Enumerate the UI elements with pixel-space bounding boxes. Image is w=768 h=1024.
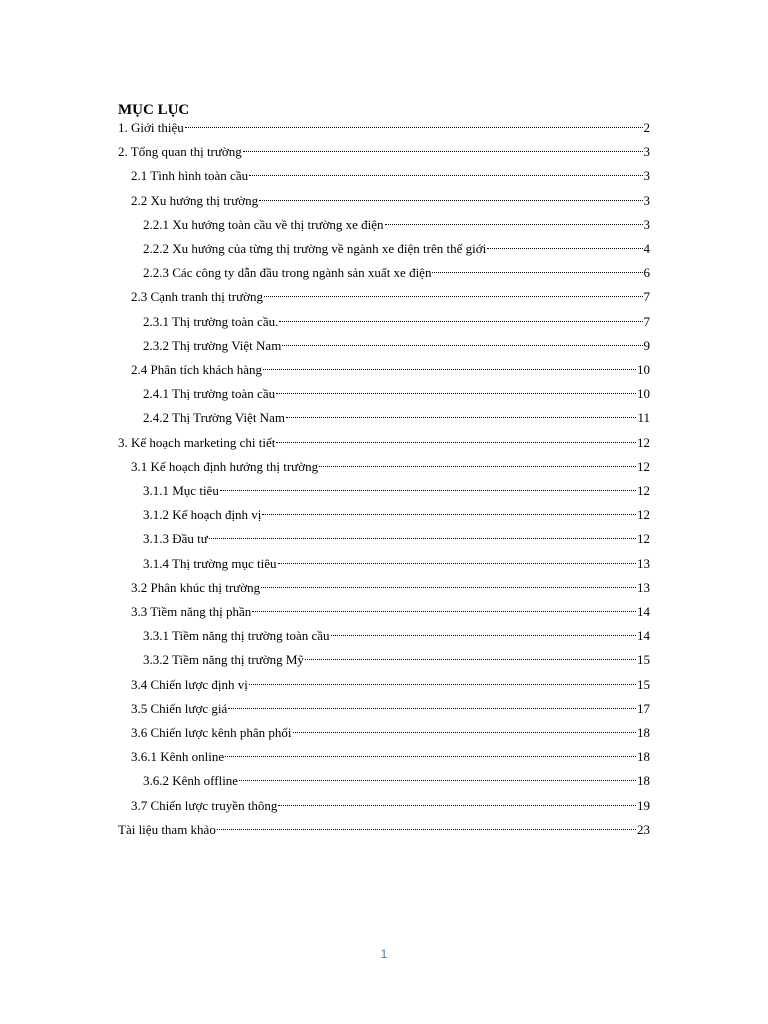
- toc-entry[interactable]: [131, 191, 650, 211]
- toc-entry-label: 2.2.2 Xu hướng của từng thị trường về ngành xe điện trên thế giới: [143, 241, 487, 256]
- toc-entry-page: 11: [637, 410, 650, 426]
- toc-entry-page: 19: [637, 797, 650, 813]
- toc-entry-page: 14: [637, 628, 650, 644]
- toc-entry-label: 2.3 Cạnh tranh thị trường: [131, 289, 263, 305]
- dot-leader: [282, 345, 642, 346]
- toc-entry-page: 13: [637, 579, 650, 595]
- toc-entry-label: 3.1.3 Đầu tư: [143, 531, 208, 547]
- dot-leader: [259, 200, 642, 201]
- dot-leader: [225, 756, 636, 757]
- dot-leader: [264, 296, 643, 297]
- toc-entry-page: 14: [637, 604, 650, 619]
- dot-leader: [262, 514, 636, 515]
- dot-leader: [286, 417, 637, 418]
- toc-entry[interactable]: [118, 118, 650, 138]
- dot-leader: [276, 393, 636, 394]
- toc-entry-page: 6: [643, 265, 650, 281]
- toc-entry-label: 2. Tổng quan thị trường: [118, 144, 242, 160]
- toc-entry[interactable]: [131, 166, 650, 186]
- toc-entry[interactable]: [143, 336, 650, 356]
- dot-leader: [252, 611, 636, 612]
- dot-leader: [278, 563, 636, 564]
- toc-entry-page: 4: [643, 241, 650, 256]
- toc-entry-label: 2.4.2 Thị Trường Việt Nam: [143, 410, 285, 426]
- dot-leader: [279, 321, 642, 322]
- toc-entry-page: 3: [643, 192, 650, 208]
- toc-entry-label: 2.2.1 Xu hướng toàn cầu về thị trường xe điện: [143, 216, 384, 232]
- dot-leader: [228, 708, 636, 709]
- toc-entry-label: 1. Giới thiệu: [118, 120, 184, 135]
- toc-entry-label: 2.4.1 Thị trường toàn cầu: [143, 386, 276, 402]
- toc-entry[interactable]: [143, 263, 650, 283]
- toc-entry-label: 3.2 Phân khúc thị trường: [131, 579, 261, 595]
- toc-entry[interactable]: [143, 505, 650, 525]
- toc-entry-label: 3.1.2 Kế hoạch định vị: [143, 507, 262, 523]
- dot-leader: [261, 587, 636, 588]
- toc-entry[interactable]: [143, 215, 650, 235]
- toc-entry[interactable]: [143, 239, 650, 259]
- toc-entry-page: 15: [637, 676, 650, 692]
- toc-entry-page: 12: [637, 458, 650, 474]
- toc-entry-label: 3.1 Kế hoạch định hướng thị trường: [131, 458, 319, 474]
- dot-leader: [263, 369, 636, 370]
- toc-entry[interactable]: [143, 626, 650, 646]
- toc-entry[interactable]: [131, 796, 650, 816]
- toc-entry-page: 23: [637, 821, 650, 837]
- toc-entry[interactable]: [131, 287, 650, 307]
- toc-entry[interactable]: [131, 457, 650, 477]
- dot-leader: [239, 780, 636, 781]
- dot-leader: [276, 442, 636, 443]
- toc-entry-label: 2.3.2 Thị trường Việt Nam: [143, 337, 282, 353]
- toc-title: MỤC LỤC: [118, 102, 190, 118]
- toc-entry-page: 13: [637, 555, 650, 571]
- toc-entry[interactable]: [143, 312, 650, 332]
- toc-entry[interactable]: [118, 142, 650, 162]
- toc-entry-page: 12: [637, 507, 650, 523]
- dot-leader: [243, 151, 643, 152]
- toc-entry-label: 3.3.1 Tiềm năng thị trường toàn cầu: [143, 628, 330, 644]
- toc-entry-page: 2: [643, 120, 650, 135]
- toc-entry-label: 3.4 Chiến lược định vị: [131, 676, 248, 692]
- toc-entry[interactable]: [131, 723, 650, 743]
- toc-entry-label: 3.7 Chiến lược truyền thông: [131, 797, 278, 813]
- dot-leader: [185, 127, 643, 128]
- toc-entry-label: 3. Kế hoạch marketing chi tiết: [118, 434, 276, 450]
- toc-entry-page: 18: [637, 725, 650, 740]
- dot-leader: [249, 175, 642, 176]
- toc-entry[interactable]: [143, 650, 650, 670]
- toc-entry-label: 3.6.1 Kênh online: [131, 749, 225, 765]
- toc-entry-label: 2.2 Xu hướng thị trường: [131, 192, 259, 208]
- toc-entry-page: 9: [643, 337, 650, 353]
- toc-entry-label: Tài liệu tham khảo: [118, 821, 216, 837]
- toc-entry-page: 3: [643, 144, 650, 160]
- toc-entry-page: 18: [637, 773, 650, 789]
- page-number: 1: [380, 947, 388, 961]
- dot-leader: [249, 684, 636, 685]
- toc-entry-page: 17: [637, 700, 650, 716]
- dot-leader: [305, 659, 636, 660]
- dot-leader: [209, 538, 636, 539]
- toc-entry[interactable]: [131, 578, 650, 598]
- toc-entry-label: 2.3.1 Thị trường toàn cầu.: [143, 313, 279, 329]
- toc-entry[interactable]: [118, 433, 650, 453]
- dot-leader: [217, 829, 636, 830]
- toc-entry-label: 3.6 Chiến lược kênh phân phối: [131, 725, 292, 740]
- toc-entry[interactable]: [143, 771, 650, 791]
- toc-entry[interactable]: [143, 408, 650, 428]
- toc-entry-label: 3.5 Chiến lược giá: [131, 700, 228, 716]
- toc-entry-page: 15: [637, 652, 650, 668]
- dot-leader: [432, 272, 642, 273]
- dot-leader: [487, 248, 642, 249]
- toc-entry-label: 3.3.2 Tiềm năng thị trường Mỹ: [143, 652, 304, 668]
- toc-entry-label: 2.4 Phân tích khách hàng: [131, 362, 263, 377]
- toc-entry-page: 3: [643, 168, 650, 184]
- toc-entry-label: 3.1.1 Mục tiêu: [143, 483, 219, 498]
- dot-leader: [220, 490, 636, 491]
- toc-entry[interactable]: [143, 529, 650, 549]
- toc-entry-page: 12: [637, 531, 650, 547]
- toc-entry[interactable]: [143, 384, 650, 404]
- toc-entry[interactable]: [131, 675, 650, 695]
- dot-leader: [319, 466, 636, 467]
- toc-entry[interactable]: [143, 481, 650, 501]
- toc-entry-page: 3: [643, 216, 650, 232]
- toc-entry[interactable]: [131, 360, 650, 380]
- toc-entry-page: 7: [643, 313, 650, 329]
- toc-entry-label: 3.1.4 Thị trường mục tiêu: [143, 555, 277, 571]
- toc-entry-page: 7: [643, 289, 650, 305]
- dot-leader: [293, 732, 636, 733]
- dot-leader: [331, 635, 636, 636]
- toc-entry-page: 18: [637, 749, 650, 765]
- toc-entry-label: 3.6.2 Kênh offline: [143, 773, 239, 789]
- toc-entry[interactable]: [131, 699, 650, 719]
- toc-entry-label: 2.1 Tình hình toàn cầu: [131, 168, 249, 184]
- toc-entry[interactable]: [131, 747, 650, 767]
- toc-entry[interactable]: [118, 820, 650, 840]
- toc-entry-page: 10: [637, 362, 650, 377]
- toc-entry-label: 2.2.3 Các công ty dẫn đầu trong ngành sản xuất xe điện: [143, 265, 432, 281]
- toc-entry-page: 12: [637, 434, 650, 450]
- toc-entry-page: 10: [637, 386, 650, 402]
- dot-leader: [385, 224, 643, 225]
- toc-entry-label: 3.3 Tiềm năng thị phần: [131, 604, 252, 619]
- toc-entry[interactable]: [143, 554, 650, 574]
- dot-leader: [278, 805, 636, 806]
- toc-entry-page: 12: [637, 483, 650, 498]
- toc-entry[interactable]: [131, 602, 650, 622]
